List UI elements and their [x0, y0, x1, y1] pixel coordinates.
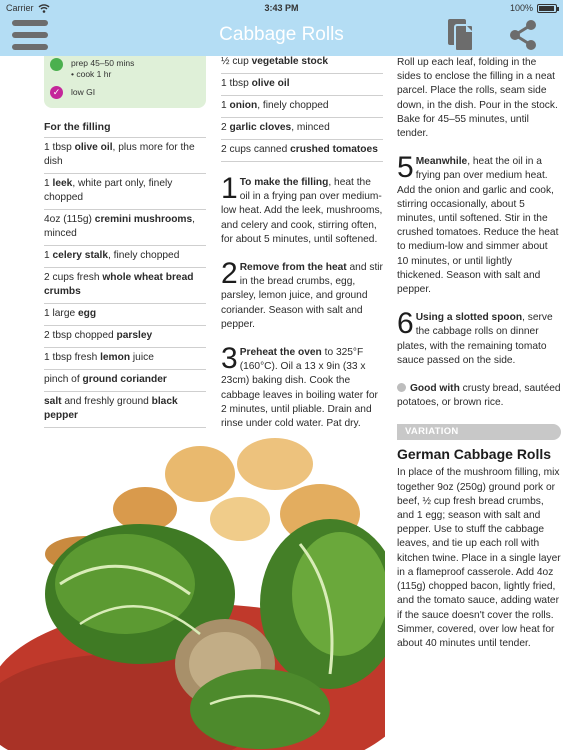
- variation-label: VARIATION: [397, 424, 561, 440]
- filling-column: [44, 118, 206, 428]
- method-step: 5 Meanwhile, heat the oil in a frying pan over medium heat. Add the onion and garlic and cook, stirring occasionally, about 5 minutes, until softened. Stir in the crushed tomatoes. Reduce the heat to medium-low and simmer about 10 minutes, or until lightly thickened. Season with salt and pepper.: [397, 151, 559, 296]
- ingredient-row: 1 tbsp fresh lemon juice: [44, 348, 206, 370]
- good-with: [397, 382, 561, 410]
- step-number: 5: [397, 151, 414, 185]
- ingredient-row: salt and freshly ground black pepper: [44, 392, 206, 428]
- method-column: [221, 56, 383, 431]
- filling-title: For the filling: [44, 118, 206, 138]
- info-box: [44, 56, 206, 108]
- check-icon: ✓: [50, 86, 63, 99]
- method-step: Roll up each leaf, folding in the sides to enclose the filling in a neat parcel. Place the rolls, seam side down, in the dish. Pour in the stock. Bake for 45–55 minutes, until tender.: [397, 57, 558, 140]
- ingredient-row: ½ cup vegetable stock: [221, 56, 383, 74]
- carrier-label: Carrier: [6, 3, 34, 13]
- steps-list-continued: [397, 56, 561, 368]
- step-number: 1: [221, 172, 238, 205]
- ingredient-row: 1 tbsp olive oil, plus more for the dish: [44, 138, 206, 174]
- ingredient-row: 1 celery stalk, finely chopped: [44, 246, 206, 268]
- ingredient-row: 2 tbsp chopped parsley: [44, 326, 206, 348]
- ingredient-row: 1 leek, white part only, finely chopped: [44, 174, 206, 210]
- bullet-dot-icon: [397, 383, 406, 392]
- clock-time: 3:43 PM: [264, 3, 299, 13]
- variation-title: German Cabbage Rolls: [397, 446, 552, 463]
- steps-list: [221, 172, 383, 431]
- ingredient-row: 1 large egg: [44, 304, 206, 326]
- battery-icon: [537, 4, 557, 13]
- time-row: [50, 58, 134, 80]
- clock-icon: [50, 58, 63, 71]
- page-title: Cabbage Rolls: [219, 24, 344, 45]
- method-step: 6 Using a slotted spoon, serve the cabbage rolls on dinner plates, with the remaining tomato sauce passed on the side.: [397, 307, 553, 366]
- method-step: 1 To make the filling, heat the oil in a frying pan over medium-low heat. Add the leek, mushrooms, and celery and cook, stirring often, for about 5 minutes, until softened.: [221, 172, 383, 245]
- good-with-lead: Good with: [410, 383, 460, 395]
- method-step: 3 Preheat the oven to 325°F (160°C). Oil a 13 x 9in (33 x 23cm) baking dish. Cook the cabbage leaves in boiling water for 2 minutes, until pliable. Drain and rinse under cold water. Pat dry.: [221, 342, 378, 430]
- sauce-list: [221, 56, 383, 162]
- ingredient-row: 1 tbsp olive oil: [221, 74, 383, 96]
- gi-row: [50, 86, 95, 99]
- gi-text: low GI: [71, 87, 96, 97]
- method-step: 2 Remove from the heat and stir in the bread crumbs, egg, parsley, lemon juice, and ground coriander. Season with salt and pepper.: [221, 257, 383, 330]
- ingredient-row: pinch of ground coriander: [44, 370, 206, 392]
- step-number: 2: [221, 257, 238, 291]
- ingredient-row: 1 onion, finely chopped: [221, 96, 383, 118]
- variation-text: In place of the mushroom filling, mix together 9oz (250g) ground pork or beef, ½ cup fresh bread crumbs, and 1 egg; season with salt and pepper. Use to stuff the cabbage leaves, and tie up each roll with kitchen twine. Place in a single layer in a flameproof casserole. Add 4oz (115g) chopped bacon, lightly fried, and the tomato sauce, adding water if the sauce doesn't cover the rolls. Simmer, covered, over low heat for about 40 minutes until tender.: [397, 467, 561, 649]
- share-icon[interactable]: [506, 18, 540, 52]
- step-number: 3: [221, 342, 238, 376]
- cabbage-rolls-image: [0, 434, 385, 750]
- ingredient-row: 2 cups fresh whole wheat bread crumbs: [44, 268, 206, 304]
- ingredient-row: 4oz (115g) cremini mushrooms, minced: [44, 210, 206, 246]
- food-photo: [0, 434, 385, 750]
- time-text: prep 45–50 mins • cook 1 hr: [71, 58, 135, 79]
- filling-list: [44, 138, 206, 428]
- battery-percent: 100%: [509, 3, 533, 13]
- step-number: 6: [397, 307, 414, 341]
- document-icon[interactable]: [446, 18, 476, 52]
- ingredient-row: 2 garlic cloves, minced: [221, 118, 383, 140]
- method-column-right: [397, 56, 561, 651]
- good-with-text: crusty bread, sautéed potatoes, or brown rice.: [397, 383, 561, 409]
- nav-bar: [0, 16, 563, 56]
- recipe-page[interactable]: [0, 56, 563, 750]
- ingredient-row: 2 cups canned crushed tomatoes: [221, 140, 383, 162]
- status-bar: [0, 0, 563, 16]
